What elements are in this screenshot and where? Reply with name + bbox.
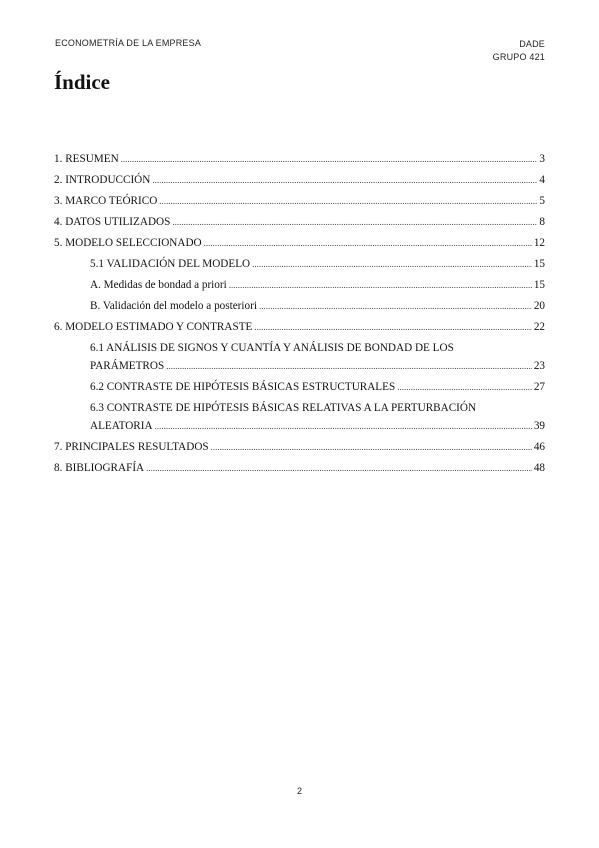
toc-entry-introduccion[interactable] bbox=[54, 173, 545, 187]
toc-label-line1: 6.3 CONTRASTE DE HIPÓTESIS BÁSICAS RELATIVAS A LA PERTURBACIÓN bbox=[90, 402, 477, 414]
toc-label-line2: ALEATORIA bbox=[90, 420, 153, 432]
toc-leader bbox=[159, 194, 537, 208]
toc-leader bbox=[146, 461, 532, 475]
toc-entry-hipotesis-perturbacion[interactable] bbox=[54, 401, 545, 433]
toc-page: 23 bbox=[533, 360, 545, 372]
toc-leader bbox=[166, 359, 532, 373]
toc-page: 15 bbox=[533, 279, 545, 291]
toc-label: 8. BIBLIOGRAFÍA bbox=[54, 462, 145, 474]
table-of-contents bbox=[54, 145, 545, 475]
toc-label: 1. RESUMEN bbox=[54, 153, 119, 165]
toc-leader bbox=[252, 257, 532, 271]
page-number: 2 bbox=[296, 786, 302, 796]
toc-entry-modelo-seleccionado[interactable] bbox=[54, 236, 545, 250]
toc-page: 5 bbox=[539, 195, 545, 207]
toc-page: 27 bbox=[533, 381, 545, 393]
toc-label: A. Medidas de bondad a priori bbox=[90, 279, 227, 291]
toc-leader bbox=[121, 152, 538, 166]
toc-label: 5.1 VALIDACIÓN DEL MODELO bbox=[90, 258, 251, 270]
header-dade: DADE bbox=[519, 39, 545, 49]
toc-label: 7. PRINCIPALES RESULTADOS bbox=[54, 441, 209, 453]
toc-leader bbox=[211, 440, 532, 454]
toc-entry-resumen[interactable] bbox=[54, 152, 545, 166]
toc-page: 48 bbox=[533, 462, 545, 474]
header-grupo: GRUPO 421 bbox=[492, 52, 545, 62]
toc-label-line1: 6.1 ANÁLISIS DE SIGNOS Y CUANTÍA Y ANÁLISIS DE BONDAD DE LOS bbox=[90, 342, 454, 354]
toc-entry-medidas-bondad[interactable] bbox=[54, 278, 545, 292]
toc-entry-marco-teorico[interactable] bbox=[54, 194, 545, 208]
toc-page: 22 bbox=[533, 321, 545, 333]
toc-leader bbox=[155, 419, 532, 433]
toc-label: 5. MODELO SELECCIONADO bbox=[54, 237, 202, 249]
toc-leader bbox=[152, 173, 537, 187]
toc-label: 6. MODELO ESTIMADO Y CONTRASTE bbox=[54, 321, 253, 333]
toc-label: 4. DATOS UTILIZADOS bbox=[54, 216, 171, 228]
toc-page: 46 bbox=[533, 441, 545, 453]
toc-label: 3. MARCO TEÓRICO bbox=[54, 195, 158, 207]
toc-leader bbox=[259, 299, 532, 313]
toc-entry-datos-utilizados[interactable] bbox=[54, 215, 545, 229]
toc-page: 8 bbox=[539, 216, 545, 228]
toc-entry-principales-resultados[interactable] bbox=[54, 440, 545, 454]
toc-label: 6.2 CONTRASTE DE HIPÓTESIS BÁSICAS ESTRUCTURALES bbox=[90, 381, 396, 393]
running-header-left: ECONOMETRÍA DE LA EMPRESA bbox=[55, 38, 202, 48]
toc-leader bbox=[229, 278, 532, 292]
toc-leader bbox=[204, 236, 532, 250]
toc-leader bbox=[254, 320, 531, 334]
toc-leader bbox=[397, 380, 532, 394]
toc-entry-validacion-posteriori[interactable] bbox=[54, 299, 545, 313]
toc-entry-bibliografia[interactable] bbox=[54, 461, 545, 475]
running-header-right bbox=[493, 38, 545, 64]
toc-page: 3 bbox=[539, 153, 545, 165]
toc-page: 12 bbox=[533, 237, 545, 249]
toc-label: 2. INTRODUCCIÓN bbox=[54, 174, 151, 186]
toc-page: 39 bbox=[533, 420, 545, 432]
toc-entry-validacion-modelo[interactable] bbox=[54, 257, 545, 271]
toc-page: 4 bbox=[539, 174, 545, 186]
toc-page: 20 bbox=[533, 300, 545, 312]
toc-entry-analisis-signos[interactable] bbox=[54, 341, 545, 373]
toc-entry-hipotesis-estructurales[interactable] bbox=[54, 380, 545, 394]
toc-leader bbox=[172, 215, 537, 229]
page-title: Índice bbox=[54, 70, 111, 94]
toc-entry-modelo-estimado[interactable] bbox=[54, 320, 545, 334]
toc-label-line2: PARÁMETROS bbox=[90, 360, 165, 372]
toc-page: 15 bbox=[533, 258, 545, 270]
toc-label: B. Validación del modelo a posteriori bbox=[90, 300, 257, 312]
